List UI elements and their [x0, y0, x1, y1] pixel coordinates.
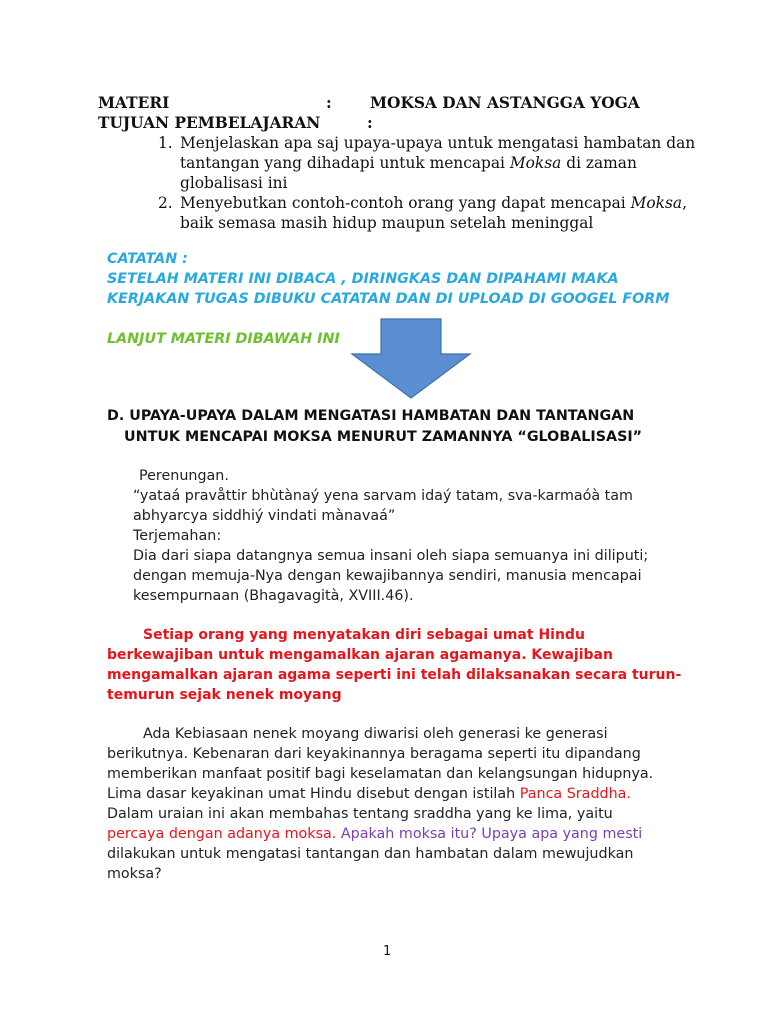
objective-comma: ,	[682, 194, 687, 212]
verse-line-2: abhyarcya siddhiý vindati mànavaá”	[133, 508, 396, 524]
reflection-label: Perenungan.	[139, 468, 229, 484]
objective-line	[180, 194, 687, 212]
materi-value: MOKSA DAN ASTANGGA YOGA	[370, 94, 640, 112]
red-paragraph-line-1: Setiap orang yang menyatakan diri sebagai umat Hindu	[143, 627, 585, 643]
objective-line	[180, 154, 637, 172]
note-heading: CATATAN :	[107, 251, 188, 267]
objective-line: globalisasi ini	[180, 174, 288, 192]
section-title-line-2: UNTUK MENCAPAI MOKSA MENURUT ZAMANNYA “GLOBALISASI”	[124, 429, 643, 445]
red-paragraph-line-2: berkewajiban untuk mengamalkan ajaran agamanya. Kewajiban	[107, 647, 613, 663]
objective-text: Menyebutkan contoh-contoh orang yang dapat mencapai	[180, 194, 626, 212]
note-line-2: KERJAKAN TUGAS DIBUKU CATATAN DAN DI UPLOAD DI GOOGEL FORM	[107, 291, 670, 307]
translation-line-3: kesempurnaan (Bhagavagità, XVIII.46).	[133, 588, 414, 604]
verse-line-1: “yataá pravåttir bhùtànaý yena sarvam idaý tatam, sva-karmaóà tam	[133, 488, 633, 504]
objective-line: Menjelaskan apa saj upaya-upaya untuk mengatasi hambatan dan	[180, 134, 696, 152]
body-line-2: berikutnya. Kebenaran dari keyakinannya beragama seperti itu dipandang	[107, 746, 641, 762]
body-line-7: dilakukan untuk mengatasi tantangan dan hambatan dalam mewujudkan	[107, 846, 634, 862]
materi-label: MATERI	[98, 94, 170, 112]
objective-number: 2.	[158, 194, 173, 212]
objective-text: tantangan yang dihadapi untuk mencapai	[180, 154, 505, 172]
objective-line: baik semasa masih hidup maupun setelah meninggal	[180, 214, 594, 232]
red-paragraph-line-3: mengamalkan ajaran agama seperti ini telah dilaksanakan secara turun-	[107, 667, 682, 683]
body-question-text: Apakah moksa itu? Upaya apa yang mesti	[340, 826, 643, 842]
panca-sraddha-term: Panca Sraddha.	[519, 786, 631, 802]
body-line-6	[107, 826, 642, 842]
page-number: 1	[383, 944, 392, 959]
body-text: Lima dasar keyakinan umat Hindu disebut dengan istilah	[107, 786, 516, 802]
red-paragraph-line-4: temurun sejak nenek moyang	[107, 687, 342, 703]
tujuan-colon: :	[367, 114, 373, 132]
body-line-8: moksa?	[107, 866, 162, 882]
continue-label: LANJUT MATERI DIBAWAH INI	[107, 331, 340, 347]
objective-text: di zaman	[566, 154, 637, 172]
moksa-term: Moksa	[509, 154, 562, 172]
tujuan-label: TUJUAN PEMBELAJARAN	[98, 114, 321, 132]
note-line-1: SETELAH MATERI INI DIBACA , DIRINGKAS DAN DIPAHAMI MAKA	[107, 271, 619, 287]
objective-number: 1.	[158, 134, 173, 152]
translation-label: Terjemahan:	[133, 528, 222, 544]
section-title-line-1: D. UPAYA-UPAYA DALAM MENGATASI HAMBATAN DAN TANTANGAN	[107, 408, 635, 424]
down-arrow-icon	[350, 318, 472, 400]
body-line-3: memberikan manfaat positif bagi keselamatan dan kelangsungan hidupnya.	[107, 766, 654, 782]
translation-line-1: Dia dari siapa datangnya semua insani oleh siapa semuanya ini diliputi;	[133, 548, 649, 564]
materi-colon: :	[326, 94, 332, 112]
body-line-4	[107, 786, 631, 802]
body-red-text: percaya dengan adanya moksa.	[107, 826, 337, 842]
translation-line-2: dengan memuja-Nya dengan kewajibannya sendiri, manusia mencapai	[133, 568, 642, 584]
moksa-term: Moksa	[630, 194, 683, 212]
body-line-1: Ada Kebiasaan nenek moyang diwarisi oleh generasi ke generasi	[143, 726, 608, 742]
body-line-5: Dalam uraian ini akan membahas tentang sraddha yang ke lima, yaitu	[107, 806, 613, 822]
